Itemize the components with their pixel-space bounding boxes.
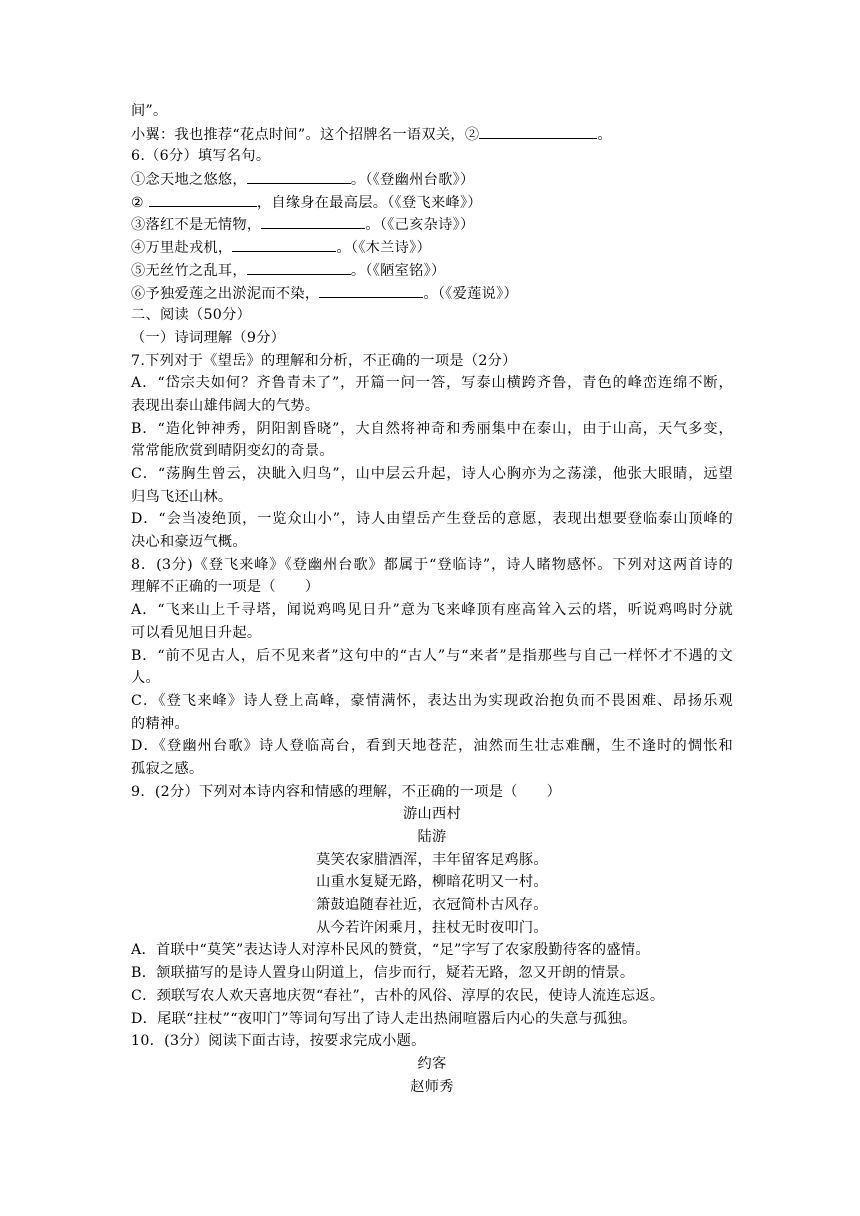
- option-a-cont: 表现出泰山雄伟阔大的气势。: [131, 397, 320, 414]
- option-c: C．颈联写农人欢天喜地庆贺“春社”，古朴的风俗、淳厚的农民，使诗人流连忘返。: [131, 987, 665, 1004]
- poem-author: 陆游: [417, 829, 447, 845]
- question-8-cont: 理解不正确的一项是（ ）: [131, 579, 320, 596]
- option-d-cont: 孤寂之感。: [131, 760, 204, 777]
- answer-blank[interactable]: [319, 282, 423, 298]
- option-a: A．“飞来山上千寻塔，闻说鸡鸣见日升”意为飞来峰顶有座高耸入云的塔，听说鸡鸣时分就: [131, 602, 733, 619]
- text-segment: ，自缘身在最高层。（《登飞来峰》）: [256, 194, 482, 211]
- fill-line: [131, 168, 733, 191]
- text-segment: ④万里赴戎机，: [131, 240, 233, 257]
- text-segment: 。（《陋室铭》）: [350, 262, 446, 279]
- text-line: [131, 123, 733, 146]
- option-c: C．“荡胸生曾云，决眦入归鸟”，山中层云升起，诗人心胸亦为之荡漾，他张大眼睛，远望: [131, 466, 733, 482]
- poem-title: 游山西村: [403, 806, 461, 823]
- answer-blank[interactable]: [261, 213, 365, 229]
- option-c: C．《登飞来峰》诗人登上高峰，豪情满怀，表达出为实现政治抱负而不畏困难、昂扬乐观: [131, 692, 733, 709]
- poem-line: 莫笑农家腊酒浑，丰年留客足鸡豚。: [316, 851, 548, 868]
- option-b-cont: 常常能欣赏到晴阴变幻的奇景。: [131, 443, 334, 460]
- text-segment: 小翼：我也推荐“花点时间”。这个招牌名一语双关，②: [131, 126, 480, 143]
- question-7: 7.下列对于《望岳》的理解和分析，不正确的一项是（2分）: [131, 352, 517, 369]
- option-b-cont: 人。: [131, 670, 160, 687]
- text-segment: ⑥予独爱莲之出淤泥而不染，: [131, 285, 320, 302]
- poem-line: 从今若许闲乘月，拄杖无时夜叩门。: [316, 919, 548, 936]
- section-heading: 二、阅读（50分）: [131, 307, 252, 324]
- option-d-cont: 决心和豪迈气概。: [131, 534, 247, 551]
- answer-blank[interactable]: [479, 123, 597, 139]
- fill-line: [131, 236, 733, 259]
- text-segment: ⑤无丝竹之乱耳，: [131, 262, 247, 279]
- text-segment: ①念天地之悠悠，: [131, 172, 247, 189]
- option-c-cont: 归鸟飞还山林。: [131, 488, 233, 505]
- option-d: D．“会当凌绝顶，一览众山小”，诗人由望岳产生登岳的意愿，表现出想要登临泰山顶峰的: [131, 511, 733, 528]
- text-segment: ③落红不是无情物，: [131, 217, 262, 234]
- text-segment: 。（《登幽州台歌》）: [350, 172, 475, 189]
- option-b: B．“前不见古人，后不见来者”这句中的“古人”与“来者”是指那些与自己一样怀才不遇的文: [131, 647, 733, 664]
- text-segment: 。（《己亥杂诗》）: [365, 217, 475, 234]
- text-segment: 。: [597, 126, 612, 143]
- exam-page: [131, 100, 733, 1098]
- option-a-cont: 可以看见旭日升起。: [131, 624, 262, 641]
- option-d: D．尾联“拄杖”“夜叩门”等词句写出了诗人走出热闹喧嚣后内心的失意与孤独。: [131, 1010, 637, 1027]
- option-a: A．首联中“莫笑”表达诗人对淳朴民风的赞赏，“足”字写了农家殷勤待客的盛情。: [131, 942, 650, 959]
- answer-blank[interactable]: [247, 259, 351, 275]
- text-segment: ②: [131, 194, 145, 211]
- question-8: 8．(3分)《登飞来峰》《登幽州台歌》都属于“登临诗”，诗人睹物感怀。下列对这两首诗的: [131, 556, 733, 573]
- option-c-cont: 的精神。: [131, 715, 189, 732]
- text-segment: 。（《木兰诗》）: [336, 240, 432, 257]
- option-a: A．“岱宗夫如何？齐鲁青未了”，开篇一问一答，写泰山横跨齐鲁，青色的峰峦连绵不断，: [131, 375, 733, 392]
- text-segment: 。（《爱莲说》）: [423, 285, 518, 302]
- answer-blank[interactable]: [247, 168, 351, 184]
- question-9: 9．(2分）下列对本诗内容和情感的理解，不正确的一项是（ ）: [131, 783, 562, 800]
- text-line: 间”。: [131, 103, 168, 119]
- poem-title: 约客: [417, 1055, 447, 1072]
- answer-blank[interactable]: [149, 191, 257, 207]
- subsection-heading: （一）诗词理解（9分）: [131, 329, 286, 346]
- fill-line: [131, 259, 733, 282]
- option-b: B．颔联描写的是诗人置身山阴道上，信步而行，疑若无路，忽又开朗的情景。: [131, 965, 635, 982]
- fill-line: [131, 191, 733, 214]
- question-title: 6.（6分）填写名句。: [131, 148, 271, 165]
- question-10: 10．(3分）阅读下面古诗，按要求完成小题。: [131, 1033, 426, 1050]
- fill-line: [131, 213, 733, 236]
- fill-line: [131, 282, 733, 305]
- option-d: D．《登幽州台歌》诗人登临高台，看到天地苍茫，油然而生壮志难酬，生不逢时的惆怅和: [131, 738, 733, 755]
- poem-line: 山重水复疑无路，柳暗花明又一村。: [316, 874, 548, 891]
- option-b: B．“造化钟神秀，阴阳割昏晓”，大自然将神奇和秀丽集中在泰山，由于山高，天气多变，: [131, 420, 733, 437]
- poem-author: 赵师秀: [410, 1078, 454, 1095]
- answer-blank[interactable]: [232, 236, 336, 252]
- poem-line: 箫鼓追随春社近，衣冠简朴古风存。: [316, 897, 548, 914]
